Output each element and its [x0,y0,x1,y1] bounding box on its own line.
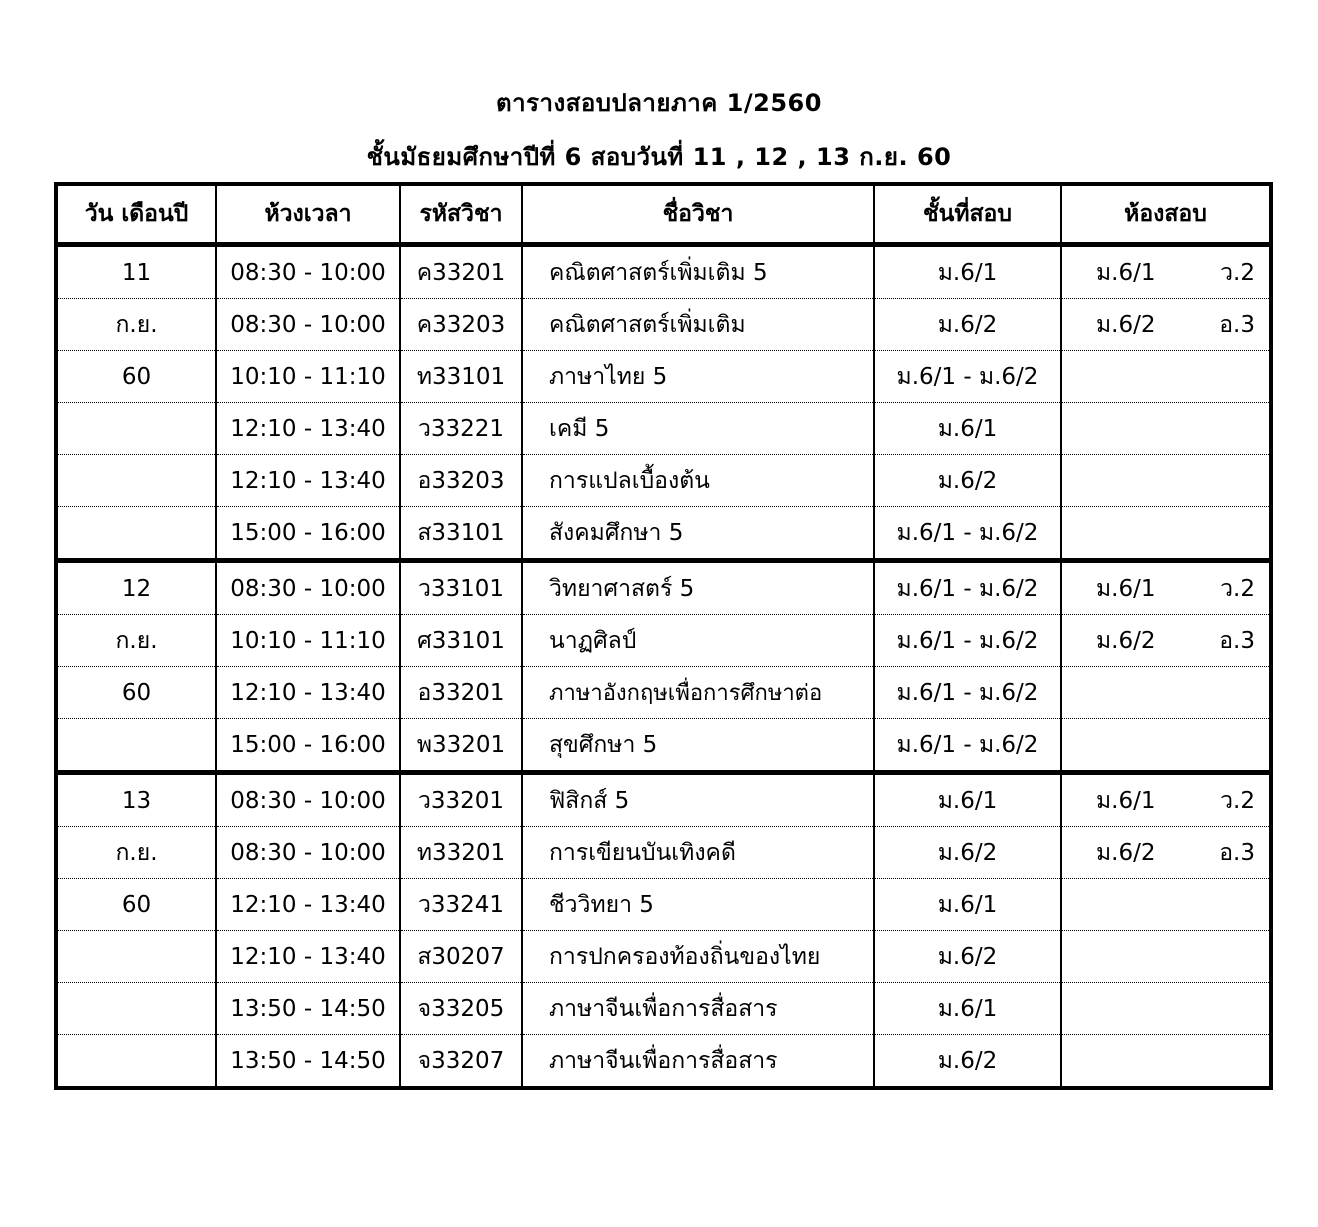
date-cell: ก.ย. [56,827,216,879]
table-row [56,299,1271,351]
table-row [56,403,1271,455]
header-time: ห้วงเวลา [216,184,400,245]
date-cell: 13 [56,773,216,827]
header-level: ชั้นที่สอบ [874,184,1061,245]
room-cell [1061,827,1271,879]
date-cell [56,719,216,773]
table-row [56,879,1271,931]
room-cell [1061,561,1271,615]
date-cell: 60 [56,351,216,403]
subject-cell: ฟิสิกส์ 5 [522,773,874,827]
code-cell: ศ33101 [400,615,522,667]
room-name: อ.3 [1219,627,1255,654]
time-cell: 12:10 - 13:40 [216,667,400,719]
subject-cell: ภาษาจีนเพื่อการสื่อสาร [522,1035,874,1089]
table-row [56,615,1271,667]
time-cell: 12:10 - 13:40 [216,455,400,507]
table-row [56,719,1271,773]
room-class: ม.6/2 [1096,311,1156,338]
table-row [56,827,1271,879]
level-cell: ม.6/2 [874,455,1061,507]
time-cell: 08:30 - 10:00 [216,561,400,615]
subject-cell: นาฏศิลป์ [522,615,874,667]
code-cell: อ33203 [400,455,522,507]
room-cell [1061,1035,1271,1089]
level-cell: ม.6/1 [874,879,1061,931]
level-cell: ม.6/1 - ม.6/2 [874,719,1061,773]
level-cell: ม.6/1 [874,773,1061,827]
page-title: ตารางสอบปลายภาค 1/2560 [496,89,822,117]
room-name: ว.2 [1220,259,1255,286]
room-cell [1061,299,1271,351]
subject-cell: การแปลเบื้องต้น [522,455,874,507]
level-cell: ม.6/2 [874,299,1061,351]
room-class: ม.6/1 [1096,787,1156,814]
time-cell: 08:30 - 10:00 [216,245,400,299]
date-cell [56,931,216,983]
room-class: ม.6/1 [1096,575,1156,602]
time-cell: 12:10 - 13:40 [216,403,400,455]
date-cell [56,403,216,455]
date-cell: ก.ย. [56,615,216,667]
level-cell: ม.6/1 - ม.6/2 [874,351,1061,403]
level-cell: ม.6/1 - ม.6/2 [874,561,1061,615]
level-cell: ม.6/1 [874,983,1061,1035]
code-cell: พ33201 [400,719,522,773]
header-subject: ชื่อวิชา [522,184,874,245]
code-cell: ว33101 [400,561,522,615]
header-room: ห้องสอบ [1061,184,1271,245]
table-row [56,773,1271,827]
date-cell: 12 [56,561,216,615]
time-cell: 15:00 - 16:00 [216,719,400,773]
date-cell [56,507,216,561]
table-row [56,351,1271,403]
code-cell: ท33101 [400,351,522,403]
subject-cell: การเขียนบันเทิงคดี [522,827,874,879]
room-cell [1061,719,1271,773]
room-cell [1061,773,1271,827]
time-cell: 08:30 - 10:00 [216,773,400,827]
level-cell: ม.6/1 [874,403,1061,455]
room-cell [1061,403,1271,455]
subject-cell: คณิตศาสตร์เพิ่มเติม 5 [522,245,874,299]
time-cell: 10:10 - 11:10 [216,615,400,667]
code-cell: จ33207 [400,1035,522,1089]
subject-cell: ภาษาจีนเพื่อการสื่อสาร [522,983,874,1035]
date-cell [56,455,216,507]
subject-cell: ภาษาไทย 5 [522,351,874,403]
table-row [56,983,1271,1035]
exam-schedule-table [54,182,1273,1090]
date-cell: ก.ย. [56,299,216,351]
table-row [56,245,1271,299]
code-cell: ส30207 [400,931,522,983]
subject-cell: วิทยาศาสตร์ 5 [522,561,874,615]
schedule-body [56,245,1271,1089]
code-cell: ว33241 [400,879,522,931]
level-cell: ม.6/1 - ม.6/2 [874,667,1061,719]
level-cell: ม.6/2 [874,827,1061,879]
table-row [56,561,1271,615]
subject-cell: สังคมศึกษา 5 [522,507,874,561]
date-cell [56,1035,216,1089]
time-cell: 12:10 - 13:40 [216,931,400,983]
room-name: อ.3 [1219,311,1255,338]
room-cell [1061,615,1271,667]
table-row [56,931,1271,983]
code-cell: อ33201 [400,667,522,719]
date-cell [56,983,216,1035]
room-cell [1061,931,1271,983]
header-date: วัน เดือนปี [56,184,216,245]
subject-cell: ภาษาอังกฤษเพื่อการศึกษาต่อ [522,667,874,719]
time-cell: 10:10 - 11:10 [216,351,400,403]
table-row [56,667,1271,719]
time-cell: 15:00 - 16:00 [216,507,400,561]
subject-cell: ชีววิทยา 5 [522,879,874,931]
code-cell: ส33101 [400,507,522,561]
room-name: ว.2 [1220,787,1255,814]
code-cell: จ33205 [400,983,522,1035]
time-cell: 08:30 - 10:00 [216,299,400,351]
code-cell: ท33201 [400,827,522,879]
subject-cell: การปกครองท้องถิ่นของไทย [522,931,874,983]
room-class: ม.6/1 [1096,259,1156,286]
table-row [56,1035,1271,1089]
room-cell [1061,507,1271,561]
room-cell [1061,455,1271,507]
room-class: ม.6/2 [1096,839,1156,866]
time-cell: 12:10 - 13:40 [216,879,400,931]
code-cell: ว33201 [400,773,522,827]
time-cell: 13:50 - 14:50 [216,1035,400,1089]
room-name: ว.2 [1220,575,1255,602]
room-name: อ.3 [1219,839,1255,866]
room-class: ม.6/2 [1096,627,1156,654]
subject-cell: สุขศึกษา 5 [522,719,874,773]
table-row [56,455,1271,507]
level-cell: ม.6/1 - ม.6/2 [874,507,1061,561]
code-cell: ว33221 [400,403,522,455]
room-cell [1061,879,1271,931]
table-row [56,507,1271,561]
code-cell: ค33201 [400,245,522,299]
level-cell: ม.6/1 [874,245,1061,299]
subject-cell: คณิตศาสตร์เพิ่มเติม [522,299,874,351]
date-cell: 60 [56,667,216,719]
level-cell: ม.6/1 - ม.6/2 [874,615,1061,667]
level-cell: ม.6/2 [874,931,1061,983]
level-cell: ม.6/2 [874,1035,1061,1089]
page-subtitle: ชั้นมัธยมศึกษาปีที่ 6 สอบวันที่ 11 , 12 , 13 ก.ย. 60 [366,143,952,171]
date-cell: 11 [56,245,216,299]
subject-cell: เคมี 5 [522,403,874,455]
time-cell: 13:50 - 14:50 [216,983,400,1035]
header-row [56,184,1271,245]
date-cell: 60 [56,879,216,931]
header-code: รหัสวิชา [400,184,522,245]
time-cell: 08:30 - 10:00 [216,827,400,879]
room-cell [1061,351,1271,403]
room-cell [1061,983,1271,1035]
room-cell [1061,667,1271,719]
room-cell [1061,245,1271,299]
code-cell: ค33203 [400,299,522,351]
